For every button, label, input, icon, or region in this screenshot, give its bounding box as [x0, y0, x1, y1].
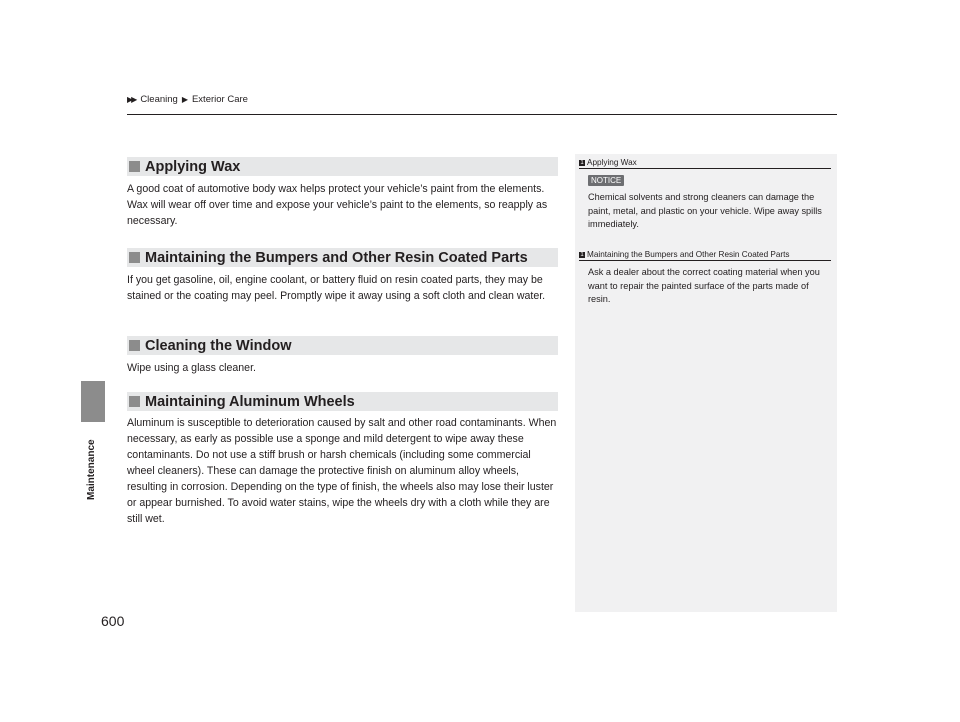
- note-bumpers: [579, 250, 831, 307]
- section-body-applying-wax: A good coat of automotive body wax helps protect your vehicle’s paint from the elements. Wax will wear off over time and expose your vehicle’s paint to the elements, so reapply as necessary.: [127, 183, 548, 227]
- note-reference-icon: 1: [580, 159, 584, 166]
- section-title: Applying Wax: [145, 158, 241, 175]
- section-body-window: Wipe using a glass cleaner.: [127, 362, 256, 374]
- header-divider: [127, 114, 837, 115]
- square-bullet-icon: [129, 252, 140, 263]
- section-body-bumpers: If you get gasoline, oil, engine coolant, or battery fluid on resin coated parts, they may be stained or the coating may peel. Promptly wipe it away using a soft cloth and clean water.: [127, 274, 546, 302]
- note-heading: [579, 158, 831, 169]
- section-body-aluminum-wheels: Aluminum is susceptible to deterioration caused by salt and other road contaminants. When necessary, as early as possible use a sponge and mild detergent to wipe away these contaminants. Do not use a stiff brush or harsh chemicals (including some commercial wheel cleaners). These can damage the protective finish on aluminum alloy wheels, resulting in corrosion. Depending on the type of finish, the wheels also may lose their luster or appear burnished. To avoid water stains, wipe the wheels dry with a cloth while they are still wet.: [127, 417, 557, 525]
- section-title: Maintaining Aluminum Wheels: [145, 393, 355, 410]
- notes-panel: [575, 154, 837, 612]
- note-applying-wax: [579, 158, 831, 232]
- side-tab-marker: [81, 381, 105, 422]
- breadcrumb-item-exterior-care[interactable]: Exterior Care: [191, 94, 248, 105]
- note-heading: [579, 250, 831, 261]
- arrow-icon: ▶: [181, 95, 188, 104]
- section-heading-window: [127, 336, 558, 355]
- square-bullet-icon: [129, 340, 140, 351]
- section-title: Maintaining the Bumpers and Other Resin Coated Parts: [145, 249, 528, 266]
- note-heading-text: Applying Wax: [587, 158, 637, 167]
- side-tab-label: Maintenance: [86, 439, 97, 500]
- page-number: 600: [101, 613, 125, 629]
- section-heading-applying-wax: [127, 157, 558, 176]
- note-heading-text: Maintaining the Bumpers and Other Resin Coated Parts: [587, 250, 790, 259]
- notice-badge: NOTICE: [588, 175, 624, 186]
- note-text: Ask a dealer about the correct coating material when you want to repair the painted surface of the parts made of resin.: [588, 267, 820, 304]
- section-heading-aluminum-wheels: [127, 392, 558, 411]
- breadcrumb: [127, 94, 248, 105]
- breadcrumb-item-cleaning[interactable]: Cleaning: [140, 94, 178, 105]
- square-bullet-icon: [129, 161, 140, 172]
- section-title: Cleaning the Window: [145, 337, 292, 354]
- square-bullet-icon: [129, 396, 140, 407]
- note-text: Chemical solvents and strong cleaners can damage the paint, metal, and plastic on your vehicle. Wipe away spills immediately.: [588, 192, 822, 229]
- note-reference-icon: 1: [580, 251, 584, 258]
- section-heading-bumpers: [127, 248, 558, 267]
- double-arrow-icon: ▶▶: [127, 95, 136, 104]
